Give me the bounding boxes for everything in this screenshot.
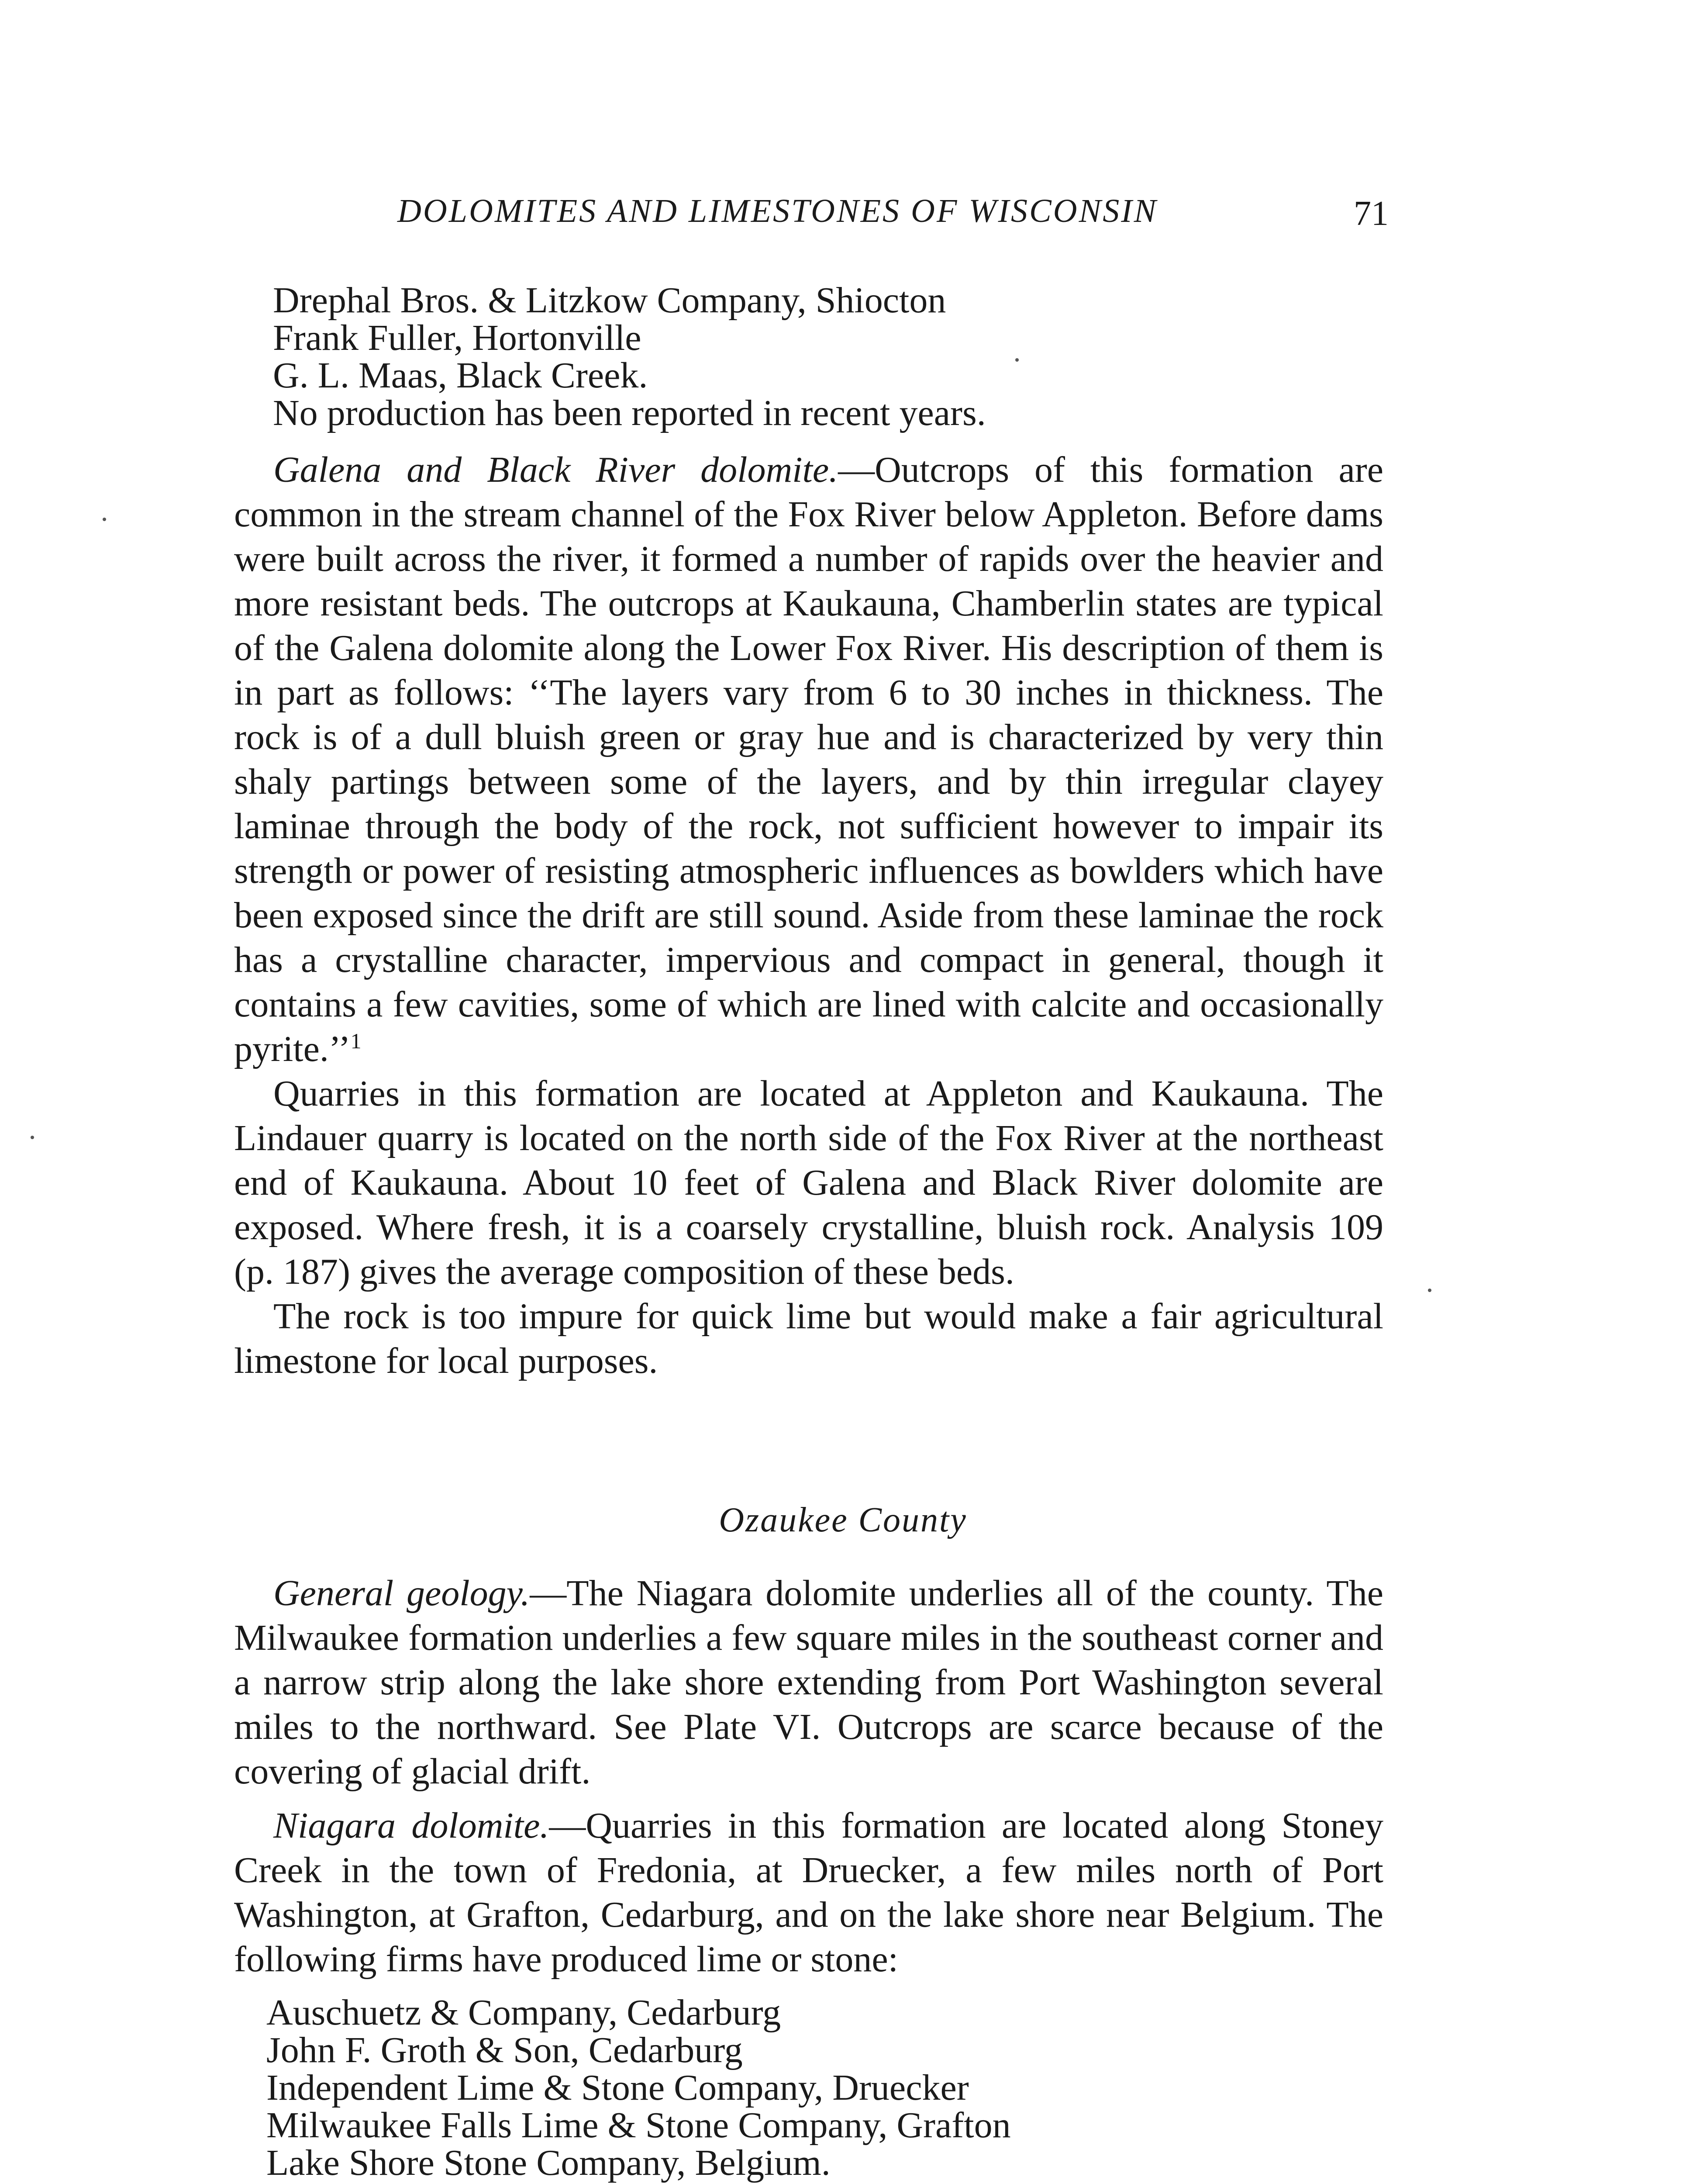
list-item: Lake Shore Stone Company, Belgium. bbox=[266, 2143, 831, 2183]
paragraph-text: —The Niagara dolomite underlies all of the county. The Milwaukee formation underlies a few square miles in the southeast corner and a narrow strip along the lake shore extending from Port Washington several miles to the northward. See Plate VI. Outcrops are scarce because of the covering of glacial drift. bbox=[234, 1573, 1384, 1792]
list-item: G. L. Maas, Black Creek. bbox=[273, 355, 648, 396]
paragraph-lead: Galena and Black River dolomite. bbox=[273, 449, 838, 490]
paragraph-galena bbox=[234, 448, 1383, 1071]
firm-list-top bbox=[273, 282, 986, 432]
body-text-top bbox=[234, 448, 1383, 1383]
list-item: No production has been reported in recent years. bbox=[273, 393, 986, 433]
scan-speck bbox=[1015, 358, 1019, 362]
scan-speck bbox=[31, 1136, 34, 1139]
paragraph-lead: Niagara dolomite. bbox=[273, 1805, 549, 1846]
section-heading: Ozaukee County bbox=[719, 1501, 967, 1539]
paragraph-niagara bbox=[234, 1804, 1383, 1982]
list-item: Milwaukee Falls Lime & Stone Company, Grafton bbox=[266, 2105, 1011, 2146]
firm-list-bottom bbox=[266, 1994, 1011, 2182]
page-header bbox=[0, 192, 1686, 245]
body-text-bottom bbox=[234, 1571, 1383, 1982]
scan-speck bbox=[1428, 1289, 1431, 1292]
paragraph-quarries: Quarries in this formation are located at Appleton and Kaukauna. The Lindauer quarry is located on the north side of the Fox River at the northeast end of Kaukauna. About 10 feet of Galena and Black River dolomite are exposed. Where fresh, it is a coarsely crystalline, bluish rock. Analysis 109 (p. 187) gives the average composition of these beds. bbox=[234, 1073, 1383, 1292]
list-item: Independent Lime & Stone Company, Druecker bbox=[266, 2067, 969, 2108]
list-item: Drephal Bros. & Litzkow Company, Shiocton bbox=[273, 280, 946, 321]
scan-speck bbox=[103, 518, 106, 521]
paragraph-general-geology bbox=[234, 1571, 1383, 1794]
footnote-reference: 1 bbox=[350, 1029, 362, 1053]
paragraph-text: —Outcrops of this formation are common in the stream channel of the Fox River below Appleton. Before dams were built across the river, it formed a number of rapids over the heavier and more resistant beds. The outcrops at Kaukauna, Chamberlin states are typical of the Galena dolomite along the Lower Fox River. His description of them is in part as follows: ‘‘The layers vary from 6 to 30 inches in thickness. The rock is of a dull bluish green or gray hue and is characterized by very thin shaly partings between some of the layers, and by thin irregular clayey laminae through the body of the rock, not sufficient however to impair its strength or power of resisting atmospheric influences as bowlders which have been exposed since the drift are still sound. Aside from these laminae the rock has a crystalline character, impervious and compact in general, though it contains a few cavities, some of which are lined with calcite and occasionally pyrite.’’ bbox=[234, 449, 1383, 1069]
list-item: John F. Groth & Son, Cedarburg bbox=[266, 2030, 743, 2070]
list-item: Frank Fuller, Hortonville bbox=[273, 318, 641, 358]
list-item: Auschuetz & Company, Cedarburg bbox=[266, 1992, 781, 2033]
running-head: DOLOMITES AND LIMESTONES OF WISCONSIN bbox=[397, 193, 1158, 229]
page-number: 71 bbox=[1354, 194, 1389, 233]
paragraph-text: —Quarries in this formation are located along Stoney Creek in the town of Fredonia, at Druecker, a few miles north of Port Washington, at Grafton, Cedarburg, and on the lake shore near Belgium. The following firms have produced lime or stone: bbox=[234, 1805, 1384, 1980]
paragraph-rock-use: The rock is too impure for quick lime but would make a fair agricultural limestone for local purposes. bbox=[234, 1296, 1383, 1381]
paragraph-lead: General geology. bbox=[273, 1573, 530, 1614]
